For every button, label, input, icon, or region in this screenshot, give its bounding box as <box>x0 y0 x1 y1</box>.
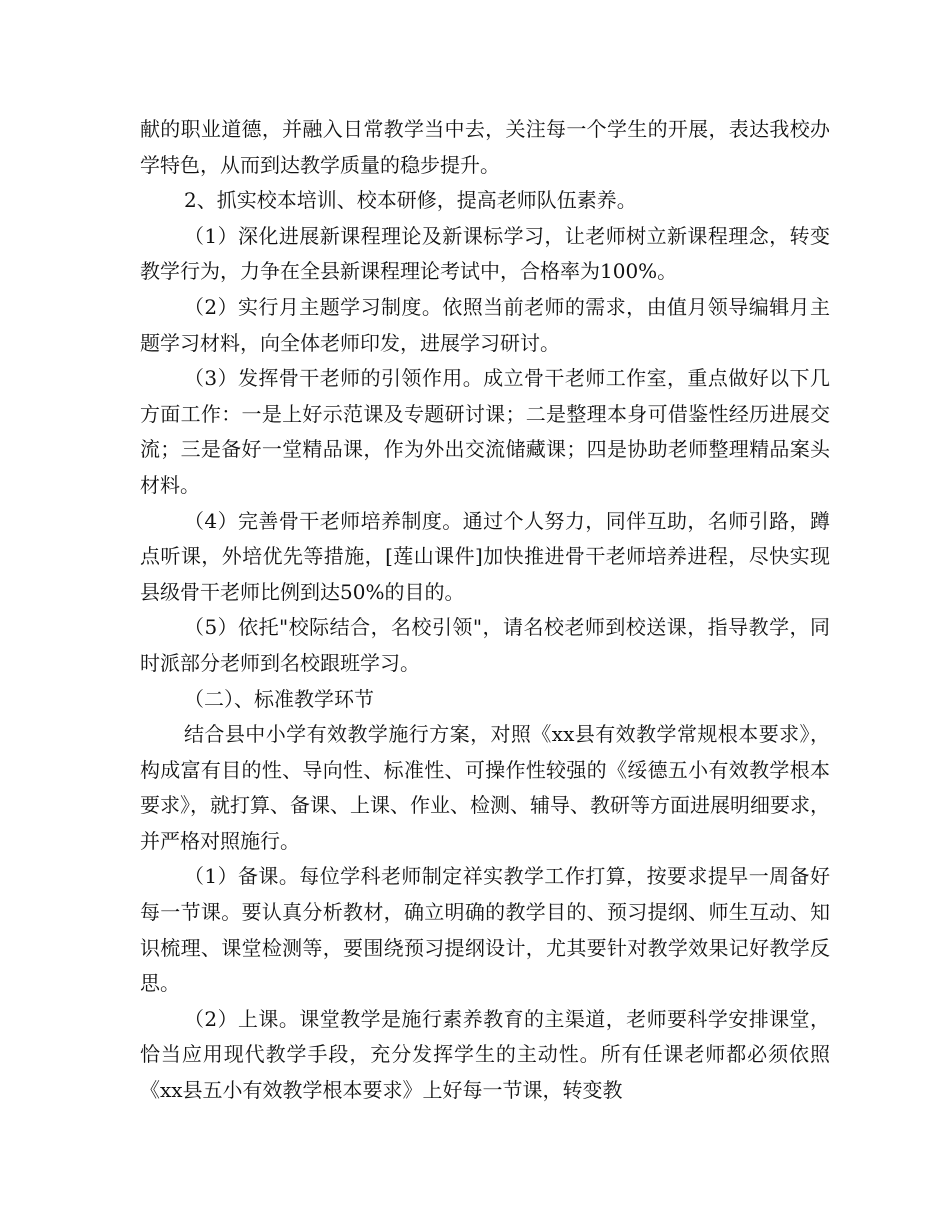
paragraph-3: （1）深化进展新课程理论及新课标学习，让老师树立新课程理念，转变教学行为，力争在全县新课程理论考试中，合格率为100%。 <box>140 223 830 284</box>
paragraph-5: （3）发挥骨干老师的引领作用。成立骨干老师工作室，重点做好以下几方面工作：一是上好示范课及专题研讨课；二是整理本身可借鉴性经历进展交流；三是备好一堂精品课，作为外出交流储藏课；四是协助老师整理精品案头材料。 <box>140 366 830 497</box>
paragraph-9: 结合县中小学有效教学施行方案，对照《xx县有效教学常规根本要求》，构成富有目的性、导向性、标准性、可操作性较强的《绥德五小有效教学根本要求》，就打算、备课、上课、作业、检测、辅导、教研等方面进展明细要求，并严格对照施行。 <box>140 722 830 853</box>
document-body <box>140 112 830 1109</box>
paragraph-7: （5）依托"校际结合，名校引领"，请名校老师到校送课，指导教学，同时派部分老师到名校跟班学习。 <box>140 615 830 675</box>
paragraph-10: （1）备课。每位学科老师制定祥实教学工作打算，按要求提早一周备好每一节课。要认真分析教材，确立明确的教学目的、预习提纲、师生互动、知识梳理、课堂检测等，要围绕预习提纲设计，尤其要针对教学效果记好教学反思。 <box>140 864 830 996</box>
paragraph-2: 2、抓实校本培训、校本研修，提高老师队伍素养。 <box>184 188 637 213</box>
section-heading: （二）、标准教学环节 <box>184 686 374 711</box>
paragraph-11: （2）上课。课堂教学是施行素养教育的主渠道，老师要科学安排课堂，恰当应用现代教学手段，充分发挥学生的主动性。所有任课老师都必须依照《xx县五小有效教学根本要求》上好每一节课，转变教 <box>140 1006 830 1103</box>
paragraph-1: 献的职业道德，并融入日常教学当中去，关注每一个学生的开展，表达我校办学特色，从而到达教学质量的稳步提升。 <box>140 117 830 177</box>
paragraph-6: （4）完善骨干老师培养制度。通过个人努力，同伴互助，名师引路，蹲点听课，外培优先等措施，[莲山课件]加快推进骨干老师培养进程，尽快实现县级骨干老师比例到达50%的目的。 <box>140 508 830 604</box>
paragraph-4: （2）实行月主题学习制度。依照当前老师的需求，由值月领导编辑月主题学习材料，向全体老师印发，进展学习研讨。 <box>140 294 830 355</box>
